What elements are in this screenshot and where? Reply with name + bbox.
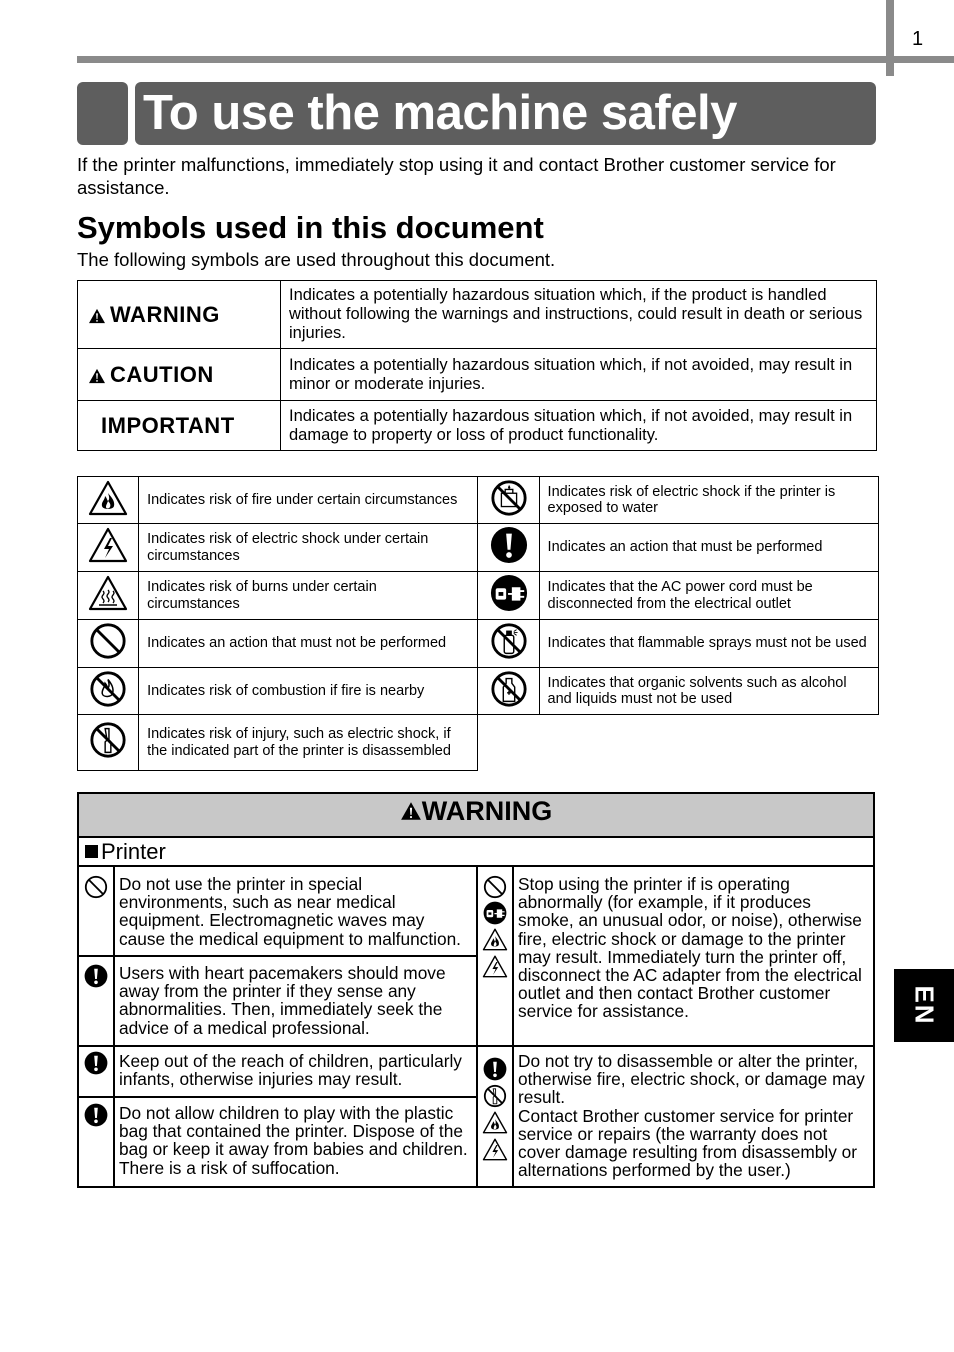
grid-line <box>476 867 478 1188</box>
page-title: To use the machine safely <box>143 86 737 140</box>
legend-text: Indicates risk of electric shock under certain circumstances <box>139 524 478 572</box>
header-vertical-rule <box>886 0 894 76</box>
warning-box-header <box>79 794 873 838</box>
level-label-cell <box>78 349 281 401</box>
icon-legend-table <box>77 476 879 771</box>
prohibited-icon <box>483 875 507 899</box>
grid-line <box>79 1096 478 1098</box>
grid-line <box>113 867 115 1188</box>
level-description: Indicates a potentially hazardous situation which, if not avoided, may result in minor or moderate injuries. <box>281 349 877 401</box>
intro-paragraph: If the printer malfunctions, immediately stop using it and contact Brother customer service for assistance. <box>77 154 836 198</box>
table-row <box>78 477 879 524</box>
square-bullet-icon <box>85 845 98 858</box>
warning-item-text: Stop using the printer if is operating abnormally (for example, if it produces smoke, an unusual odor, or noise), otherwise fire, electric shock or damage to the printer may result. Immediately turn the printer off, disconnect the AC adapter from the electrical outlet and then contact Brother customer service for assistance. <box>518 874 862 1022</box>
warning-heading: WARNING <box>421 796 553 826</box>
level-description: Indicates a potentially hazardous situation which, if not avoided, may result in damage to property or loss of product functionality. <box>281 401 877 451</box>
legend-text: Indicates that the AC power cord must be disconnected from the electrical outlet <box>539 572 878 620</box>
warning-triangle-icon <box>88 308 106 324</box>
no-disassembly-icon <box>89 721 127 759</box>
legend-text: Indicates risk of burns under certain circumstances <box>139 572 478 620</box>
fire-risk-icon <box>482 1111 508 1134</box>
unplug-icon <box>483 901 507 925</box>
title-tab <box>77 82 128 145</box>
electric-shock-icon <box>482 1138 508 1161</box>
no-spray-icon <box>490 622 528 660</box>
warning-box <box>77 792 875 1188</box>
table-row <box>78 349 877 401</box>
language-tab-label: EN <box>909 985 940 1026</box>
table-row <box>78 572 879 620</box>
warning-item-text: Users with heart pacemakers should move away from the printer if they sense any abnormalities. Then, immediately seek the advice of a medical professional. <box>119 963 446 1038</box>
level-label: WARNING <box>110 301 220 327</box>
no-fire-icon <box>89 670 127 708</box>
table-row <box>78 281 877 349</box>
prohibited-icon <box>89 622 127 660</box>
printer-section-title: Printer <box>101 839 166 864</box>
no-water-icon <box>490 479 528 517</box>
level-description: Indicates a potentially hazardous situation which, if the product is handled without following the warnings and instructions, could result in death or serious injuries. <box>281 281 877 349</box>
prohibited-icon <box>84 875 108 899</box>
warning-item-text: Do not allow children to play with the plastic bag that contained the printer. Dispose of the bag or keep it away from babies and children. There is a risk of suffocation. <box>119 1103 468 1178</box>
warning-item-text: Do not use the printer in special environments, such as near medical equipment. Electromagnetic waves may cause the medical equipment to malfunction. <box>119 874 461 949</box>
printer-section-row <box>79 838 873 867</box>
table-row <box>78 668 879 715</box>
no-disassembly-icon <box>483 1084 507 1108</box>
header-rule <box>77 56 888 63</box>
fire-risk-icon <box>88 480 128 516</box>
warning-triangle-icon <box>400 801 422 821</box>
section-subtitle: The following symbols are used throughout this document. <box>77 249 556 270</box>
table-row <box>78 620 879 668</box>
legend-text: Indicates risk of electric shock if the printer is exposed to water <box>539 477 878 524</box>
table-row <box>78 401 877 451</box>
warning-triangle-icon <box>88 368 106 384</box>
grid-line <box>512 867 514 1188</box>
mandatory-action-icon <box>483 1057 507 1081</box>
level-label-cell <box>78 281 281 349</box>
legend-text: Indicates an action that must be performed <box>539 524 878 572</box>
warning-item-text: Keep out of the reach of children, particularly infants, otherwise injuries may result. <box>119 1051 462 1090</box>
warning-item-text: Do not try to disassemble or alter the printer, otherwise fire, electric shock, or damage may result. Contact Brother customer service for printer service or repairs (the warranty does not cover damage resulting from disassembly or alternations performed by the user.) <box>518 1051 865 1181</box>
level-label: IMPORTANT <box>101 413 235 438</box>
page-number: 1 <box>912 28 924 50</box>
table-row <box>78 715 879 771</box>
burn-risk-icon <box>88 575 128 611</box>
grid-line <box>79 955 478 957</box>
legend-text: Indicates risk of combustion if fire is nearby <box>139 668 478 715</box>
level-label: CAUTION <box>110 361 214 387</box>
electric-shock-icon <box>88 527 128 563</box>
legend-text: Indicates that organic solvents such as alcohol and liquids must not be used <box>539 668 878 715</box>
table-row <box>78 524 879 572</box>
mandatory-action-icon <box>84 1051 108 1075</box>
mandatory-action-icon <box>84 964 108 988</box>
legend-text: Indicates an action that must not be performed <box>139 620 478 668</box>
mandatory-action-icon <box>84 1103 108 1127</box>
electric-shock-icon <box>482 955 508 978</box>
section-heading: Symbols used in this document <box>77 210 544 245</box>
fire-risk-icon <box>482 928 508 951</box>
header-rule-right <box>894 56 954 63</box>
grid-line <box>79 1045 873 1047</box>
no-solvent-icon <box>490 670 528 708</box>
hazard-levels-table <box>77 280 877 451</box>
legend-text: Indicates that flammable sprays must not be used <box>539 620 878 668</box>
level-label-cell <box>78 401 281 451</box>
legend-text: Indicates risk of fire under certain circumstances <box>139 477 478 524</box>
legend-text: Indicates risk of injury, such as electric shock, if the indicated part of the printer is disassembled <box>139 715 478 771</box>
unplug-icon <box>490 574 528 612</box>
mandatory-action-icon <box>490 526 528 564</box>
